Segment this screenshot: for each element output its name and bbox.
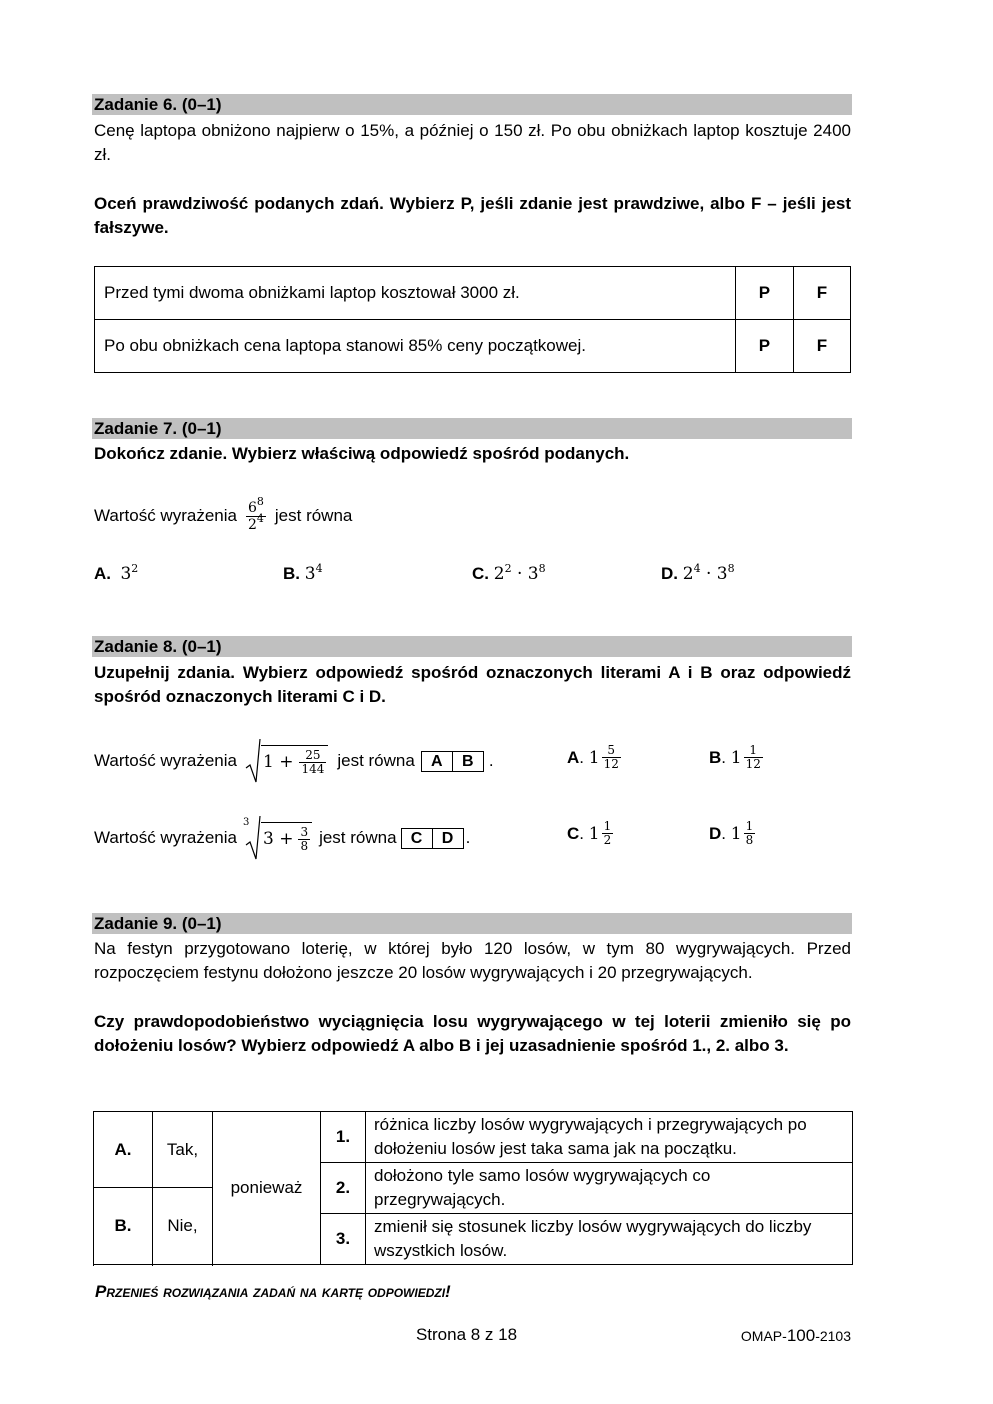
root-index: 3: [242, 817, 250, 828]
false-option-2[interactable]: F: [793, 320, 850, 373]
task7-option-b[interactable]: B. $3^4$: [283, 562, 323, 584]
task6-instruction: Oceń prawdziwość podanych zdań. Wybierz P, jeśli zdanie jest prawdziwe, albo F – jeśli jest fałszywe.: [94, 194, 851, 237]
task8-header: Zadanie 8. (0–1): [92, 636, 852, 657]
reason-1-text[interactable]: różnica liczby losów wygrywających i przegrywających po dołożeniu losów jest taka sama jak na początku.: [366, 1112, 853, 1163]
reason-3-text[interactable]: zmienił się stosunek liczby losów wygrywających do liczby wszystkich losów.: [366, 1214, 853, 1265]
task7-fraction: $\frac{6^8}{2^4}$: [247, 494, 264, 533]
task9-instruction: Czy prawdopodobieństwo wyciągnięcia losu wygrywającego w tej loterii zmieniło się po dołożeniu losów? Wybierz odpowiedź A albo B i jej uzasadnienie spośród 1., 2. albo 3.: [94, 1012, 851, 1055]
task7-option-d[interactable]: D. $2^4 \cdot 3^8$: [661, 562, 735, 584]
answer-box-ab[interactable]: [421, 751, 484, 772]
answer-b[interactable]: B.: [94, 1188, 153, 1265]
task7-prompt: [94, 492, 352, 540]
false-option-1[interactable]: F: [793, 267, 850, 320]
task6-row: [95, 267, 851, 320]
task8-option-a[interactable]: A . 1 $\frac{5}{12}$: [567, 743, 619, 771]
box-b[interactable]: B: [462, 752, 474, 770]
task8-line2-after: jest równa: [319, 828, 397, 847]
task7-prompt-before: Wartość wyrażenia: [94, 506, 237, 525]
task8-line1-before: Wartość wyrażenia: [94, 751, 237, 770]
reason-2-number[interactable]: 2.: [321, 1163, 366, 1214]
task6-table: [94, 266, 851, 373]
task6-row: [95, 320, 851, 373]
reason-2-text[interactable]: dołożono tyle samo losów wygrywających co przegrywających.: [366, 1163, 853, 1214]
task9-text: Na festyn przygotowano loterię, w której było 120 losów, w tym 80 wygrywających. Przed rozpoczęciem festynu dołożono jeszcze 20 losów wygrywających i 20 przegrywających.: [94, 939, 851, 982]
task8-line-1: Wartość wyrażenia 1 + $\frac{25}{144}$ jest równa A B .: [94, 737, 494, 785]
task7-instruction: Dokończ zdanie. Wybierz właściwą odpowiedź spośród podanych.: [94, 444, 630, 463]
task9-header: Zadanie 9. (0–1): [92, 913, 852, 934]
answer-b-word[interactable]: Nie,: [153, 1188, 213, 1265]
task8-option-b[interactable]: B . 1 $\frac{1}{12}$: [709, 743, 761, 771]
task7-option-c[interactable]: C. $2^2 \cdot 3^8$: [472, 562, 546, 584]
radical-sign-icon: [245, 738, 261, 784]
task6-statement-1: Przed tymi dwoma obniżkami laptop kosztował 3000 zł.: [95, 267, 736, 320]
true-option-2[interactable]: P: [735, 320, 793, 373]
task8-line-2: Wartość wyrażenia 3 3 + $\frac{3}{8}$ jest równa C D .: [94, 814, 470, 862]
because-label: ponieważ: [213, 1112, 321, 1265]
reason-1-number[interactable]: 1.: [321, 1112, 366, 1163]
transfer-note: Przenieś rozwiązania zadań na kartę odpowiedzi!: [95, 1282, 451, 1301]
task6-statement-2: Po obu obniżkach cena laptopa stanowi 85% ceny początkowej.: [95, 320, 736, 373]
task8-option-c[interactable]: C . 1 $\frac{1}{2}$: [567, 819, 612, 847]
exam-code: OMAP-100-2103: [740, 1326, 851, 1345]
reason-3-number[interactable]: 3.: [321, 1214, 366, 1265]
answer-a-word[interactable]: Tak,: [153, 1112, 213, 1188]
task7-prompt-after: jest równa: [274, 506, 353, 525]
cube-root: 3 3 + $\frac{3}{8}$: [243, 815, 312, 861]
page-number: Strona 8 z 18: [415, 1325, 518, 1344]
task8-option-d[interactable]: D . 1 $\frac{1}{8}$: [709, 819, 754, 847]
square-root: 1 + $\frac{25}{144}$: [245, 738, 328, 784]
box-a[interactable]: A: [422, 752, 453, 771]
task7-header: Zadanie 7. (0–1): [92, 418, 852, 439]
answer-a[interactable]: A.: [94, 1112, 153, 1188]
task9-table: [93, 1111, 853, 1265]
task8-instruction: Uzupełnij zdania. Wybierz odpowiedź spośród oznaczonych literami A i B oraz odpowiedź spośród oznaczonych literami C i D.: [94, 663, 851, 706]
task6-header: Zadanie 6. (0–1): [92, 94, 852, 115]
true-option-1[interactable]: P: [735, 267, 793, 320]
task7-option-a[interactable]: A. $3^2$: [94, 562, 139, 584]
box-d[interactable]: D: [441, 829, 454, 847]
task8-line2-before: Wartość wyrażenia: [94, 828, 237, 847]
task8-line1-after: jest równa: [337, 751, 415, 770]
task6-text: Cenę laptopa obniżono najpierw o 15%, a później o 150 zł. Po obu obniżkach laptop kosztuje 2400 zł.: [94, 121, 851, 164]
box-c[interactable]: C: [402, 829, 433, 848]
answer-box-cd[interactable]: [401, 828, 464, 849]
